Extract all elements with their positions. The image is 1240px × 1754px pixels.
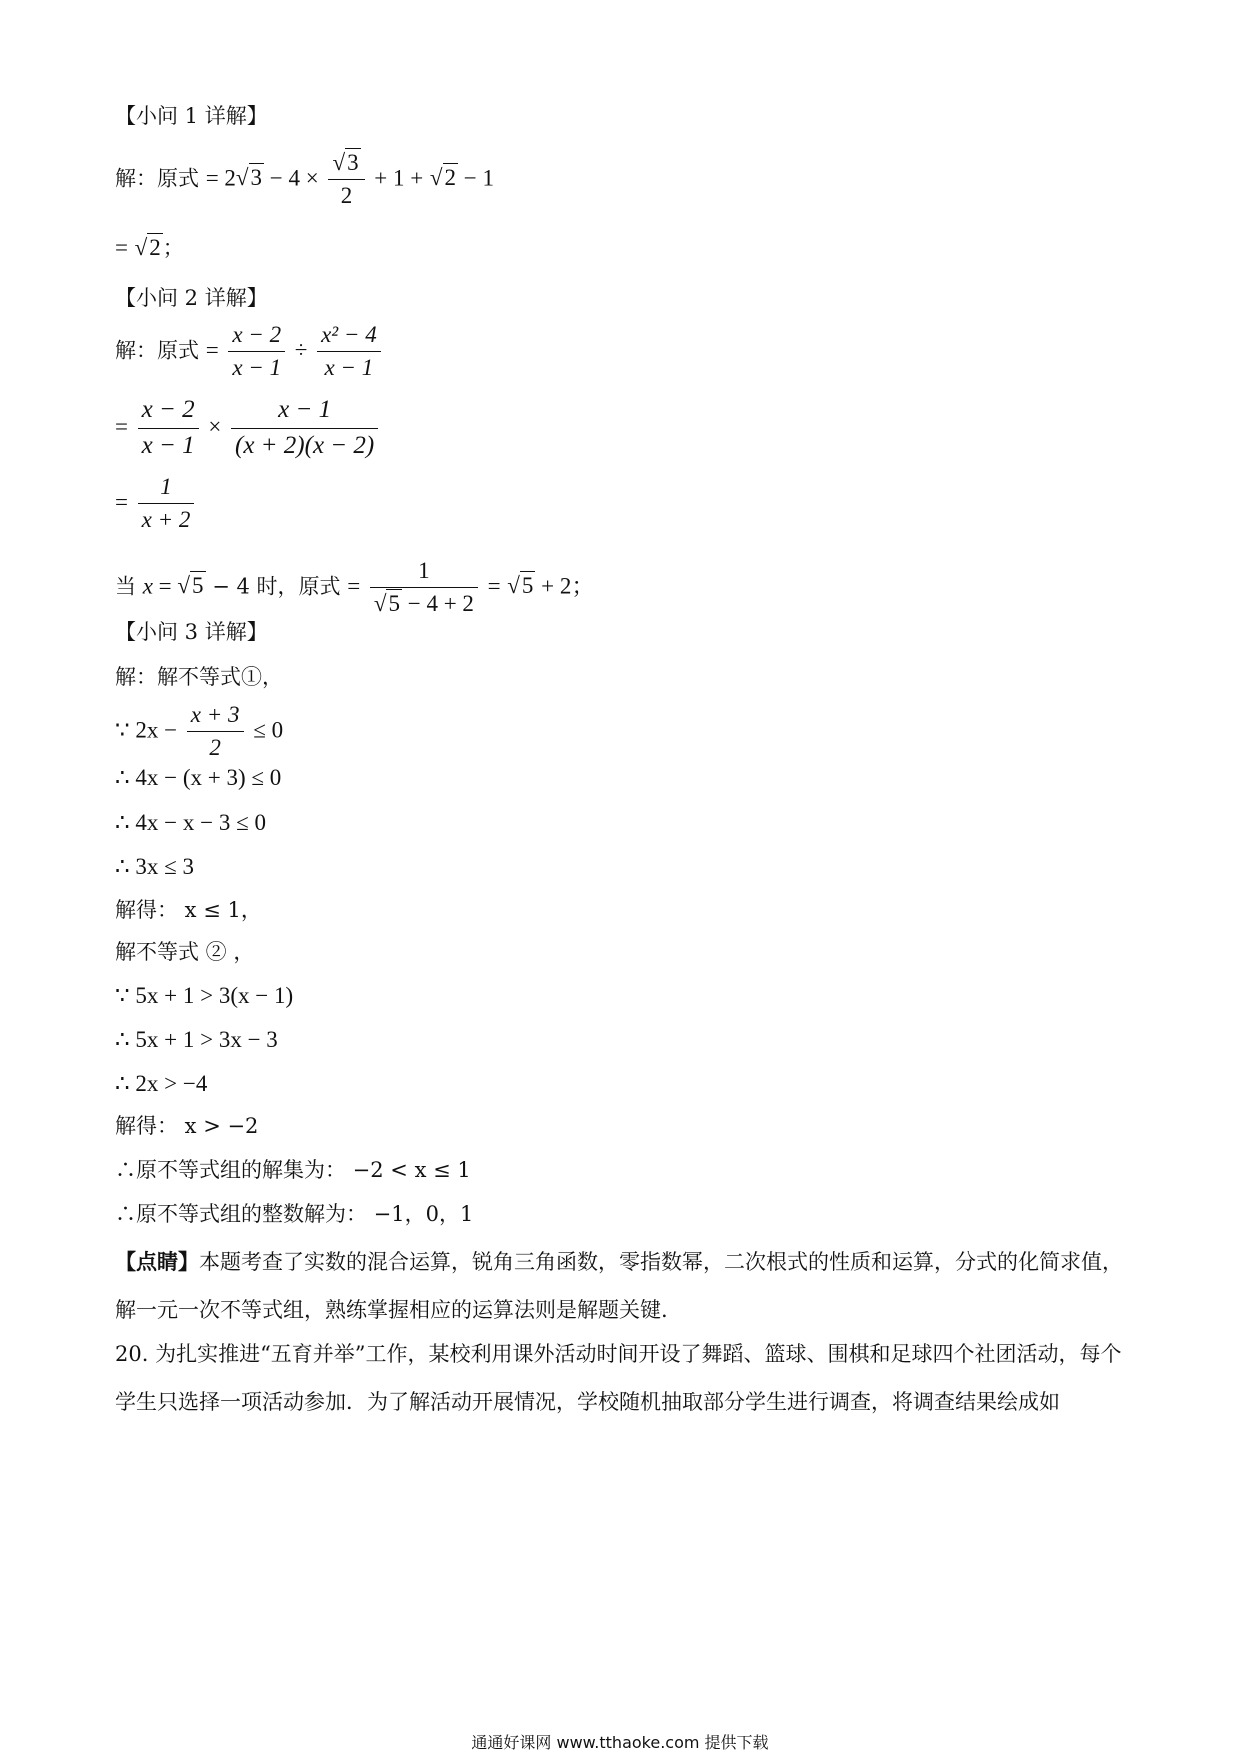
frac-den: (x + 2)(x − 2) <box>235 431 375 459</box>
frac-num: x − 2 <box>138 396 199 429</box>
q1-expr-b: − 4 × <box>264 165 319 191</box>
var-x: x <box>142 573 153 599</box>
sqrt-5: √5 <box>507 573 534 599</box>
sqrt-2-radical: √2 <box>429 165 457 191</box>
frac-den: x − 1 <box>141 431 195 459</box>
q3-line2: ∴ 4x − (x + 3) ≤ 0 <box>115 765 282 790</box>
frac-den: x − 1 <box>232 355 282 381</box>
q3-l1-a: ∵ 2x − <box>115 717 178 743</box>
sqrt-2-result: √2 <box>134 235 161 260</box>
frac-num: x + 3 <box>187 702 244 732</box>
footer-watermark: 通通好课网 www.tthaoke.com 提供下载 <box>471 1733 769 1752</box>
frac-num: x − 2 <box>228 322 285 352</box>
q1-prefix: 解：原式 <box>115 166 199 191</box>
q3-line6: ∵ 5x + 1 > 3(x − 1) <box>115 983 294 1008</box>
frac-num: x² − 4 <box>317 322 381 352</box>
q3-line9: 解得： x > −2 <box>115 1114 259 1138</box>
eq-sign: = <box>115 413 128 439</box>
when-text: − 4 时，原式 <box>205 574 341 599</box>
q2-final-frac <box>370 558 478 618</box>
sqrt-5: √5 <box>373 591 400 617</box>
q3-line3: ∴ 4x − x − 3 ≤ 0 <box>115 810 266 835</box>
q2-frac-3 <box>138 396 199 461</box>
sqrt-radicand: 5 <box>388 591 400 617</box>
heading-q3: 【小问 3 详解】 <box>115 620 268 644</box>
times-sign: × <box>208 413 222 439</box>
eq-sign: = <box>115 489 128 515</box>
when-label: 当 <box>115 574 136 599</box>
q3-line10: ∴原不等式组的解集为： −2 < x ≤ 1 <box>115 1158 471 1182</box>
q2-frac-1 <box>228 322 285 382</box>
q3-line4: ∴ 3x ≤ 3 <box>115 854 195 879</box>
q1-eq: = <box>115 235 128 260</box>
div-sign: ÷ <box>294 337 308 363</box>
q3-line11: ∴原不等式组的整数解为： −1，0，1 <box>115 1202 474 1226</box>
q2-frac-4 <box>231 396 378 461</box>
heading-q2: 【小问 2 详解】 <box>115 286 268 310</box>
frac-den: 2 <box>209 735 221 761</box>
heading-q1: 【小问 1 详解】 <box>115 104 268 128</box>
den-rest: − 4 + 2 <box>401 591 474 617</box>
q1-line1 <box>115 150 494 210</box>
sqrt-5: √5 <box>177 573 204 599</box>
q1-fraction <box>328 150 364 210</box>
q1-line2 <box>115 236 184 259</box>
q2-line3 <box>115 474 197 534</box>
q3-intro2: 解不等式 ② ， <box>115 940 255 964</box>
q1-end: ； <box>162 236 184 260</box>
comment-text: 本题考查了实数的混合运算，锐角三角函数，零指数幂，二次根式的性质和运算，分式的化简求值，解一元一次不等式组，熟练掌握相应的运算法则是解题关键. <box>115 1250 1123 1322</box>
comment-label: 【点睛】 <box>115 1249 199 1274</box>
q3-intro1: 解：解不等式①， <box>115 665 283 689</box>
sqrt-radical: √3 <box>332 150 359 175</box>
frac-den: x + 2 <box>141 507 191 533</box>
sqrt-radicand: 5 <box>192 573 204 599</box>
sqrt-radicand: 2 <box>149 235 161 260</box>
q1-frac-num <box>328 150 364 180</box>
sqrt-2-radicand: 2 <box>444 165 457 191</box>
q2-prefix: 解：原式 <box>115 338 199 363</box>
frac-num: x − 1 <box>231 396 378 429</box>
eq-sign: = <box>152 573 178 599</box>
q1-expr-a: = 2 <box>205 165 236 191</box>
sqrt-radicand: 3 <box>347 150 359 175</box>
q3-l1-b: ≤ 0 <box>253 717 284 743</box>
frac-num: 1 <box>138 474 195 504</box>
q3-line5: 解得： x ≤ 1， <box>115 898 262 922</box>
q2-frac-5 <box>138 474 195 534</box>
q2-line1 <box>115 322 384 382</box>
q1-expr-c: + 1 + <box>374 165 424 191</box>
q2-frac-2 <box>317 322 381 382</box>
eq-sign: = <box>347 573 361 599</box>
sqrt-radicand: 5 <box>521 573 534 599</box>
frac-den <box>370 588 478 617</box>
eq-sign: = <box>205 337 219 363</box>
frac-den: x − 1 <box>324 355 374 381</box>
q3-line7: ∴ 5x + 1 > 3x − 3 <box>115 1027 278 1052</box>
eq-sign: = <box>487 573 501 599</box>
comment-paragraph <box>115 1238 1130 1334</box>
question-20: 20. 为扎实推进“五育并举”工作，某校利用课外活动时间开设了舞蹈、篮球、围棋和足球四个社团活动，每个学生只选择一项活动参加．为了解活动开展情况，学校随机抽取部分学生进行调查，将调查结果绘成如 <box>115 1342 1122 1414</box>
q2-line2 <box>115 396 381 461</box>
sqrt-3-radical: √3 <box>235 165 263 191</box>
q1-frac-den: 2 <box>340 183 353 209</box>
result-rest: + 2； <box>535 573 595 599</box>
q3-line1 <box>115 702 283 762</box>
frac-num: 1 <box>370 558 478 588</box>
q2-line4 <box>115 558 594 618</box>
q3-line8: ∴ 2x > −4 <box>115 1071 208 1096</box>
q3-frac <box>187 702 244 762</box>
q1-expr-d: − 1 <box>458 165 494 191</box>
sqrt-3-radicand: 3 <box>250 165 263 191</box>
